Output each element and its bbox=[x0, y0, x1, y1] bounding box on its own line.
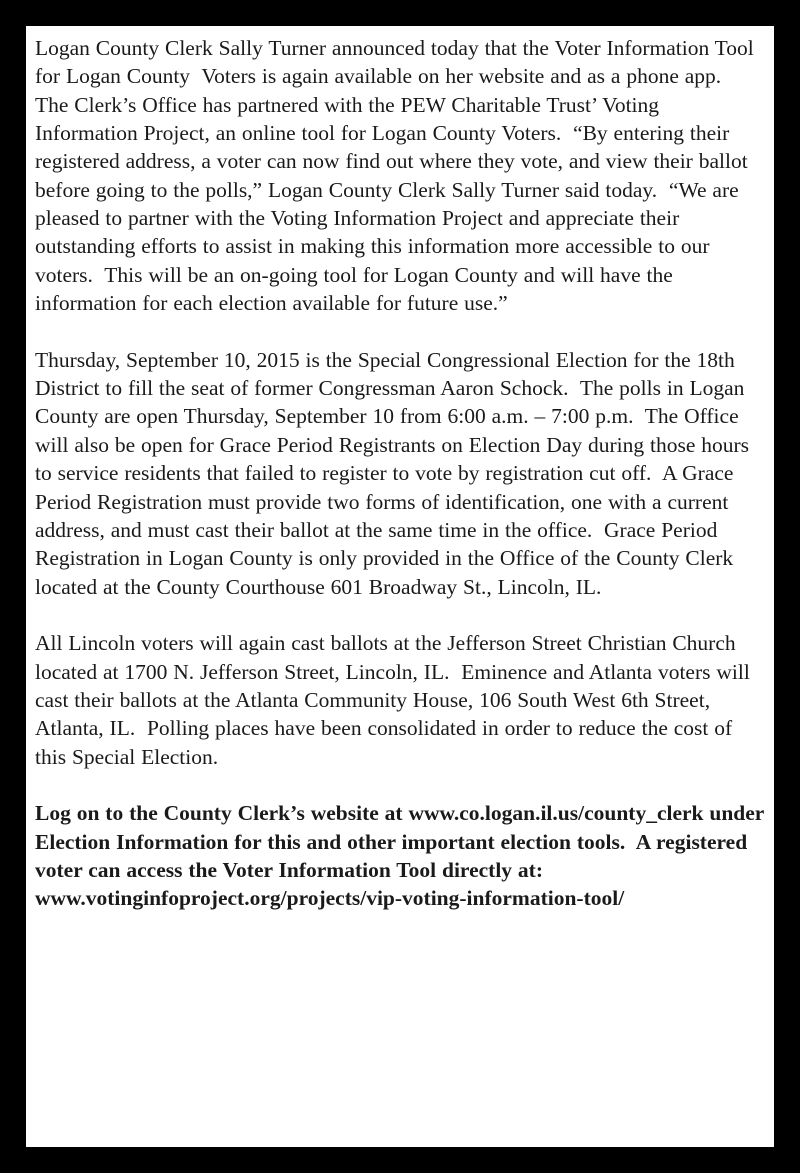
paragraph-website-info: Log on to the County Clerk’s website at www.co.logan.il.us/county_clerk under Election Information for this and other important election tools. A registered voter can access the Voter Information Tool directly at: www.votinginfoproject.org/projects/vip-voting-information-tool/ bbox=[35, 801, 770, 911]
press-release-sheet bbox=[26, 26, 774, 1147]
paragraph-announcement: Logan County Clerk Sally Turner announced today that the Voter Information Tool for Logan County Voters is again available on her website and as a phone app. The Clerk’s Office has partnered with the PEW Charitable Trust’ Voting Information Project, an online tool for Logan County Voters. “By entering their registered address, a voter can now find out where they vote, and view their ballot before going to the polls,” Logan County Clerk Sally Turner said today. “We are pleased to partner with the Voting Information Project and appreciate their outstanding efforts to assist in making this information more accessible to our voters. This will be an on-going tool for Logan County and will have the information for each election available for future use.” bbox=[35, 36, 760, 316]
paragraph-polling-places: All Lincoln voters will again cast ballots at the Jefferson Street Christian Church located at 1700 N. Jefferson Street, Lincoln, IL. Eminence and Atlanta voters will cast their ballots at the Atlanta Community House, 106 South West 6th Street, Atlanta, IL. Polling places have been consolidated in order to reduce the cost of this Special Election. bbox=[35, 631, 756, 769]
paragraph-election-details: Thursday, September 10, 2015 is the Special Congressional Election for the 18th District to fill the seat of former Congressman Aaron Schock. The polls in Logan County are open Thursday, September 10 from 6:00 a.m. – 7:00 p.m. The Office will also be open for Grace Period Registrants on Election Day during those hours to service residents that failed to register to vote by registration cut off. A Grace Period Registration must provide two forms of identification, one with a current address, and must cast their ballot at the same time in the office. Grace Period Registration in Logan County is only provided in the Office of the County Clerk located at the County Courthouse 601 Broadway St., Lincoln, IL. bbox=[35, 347, 755, 599]
